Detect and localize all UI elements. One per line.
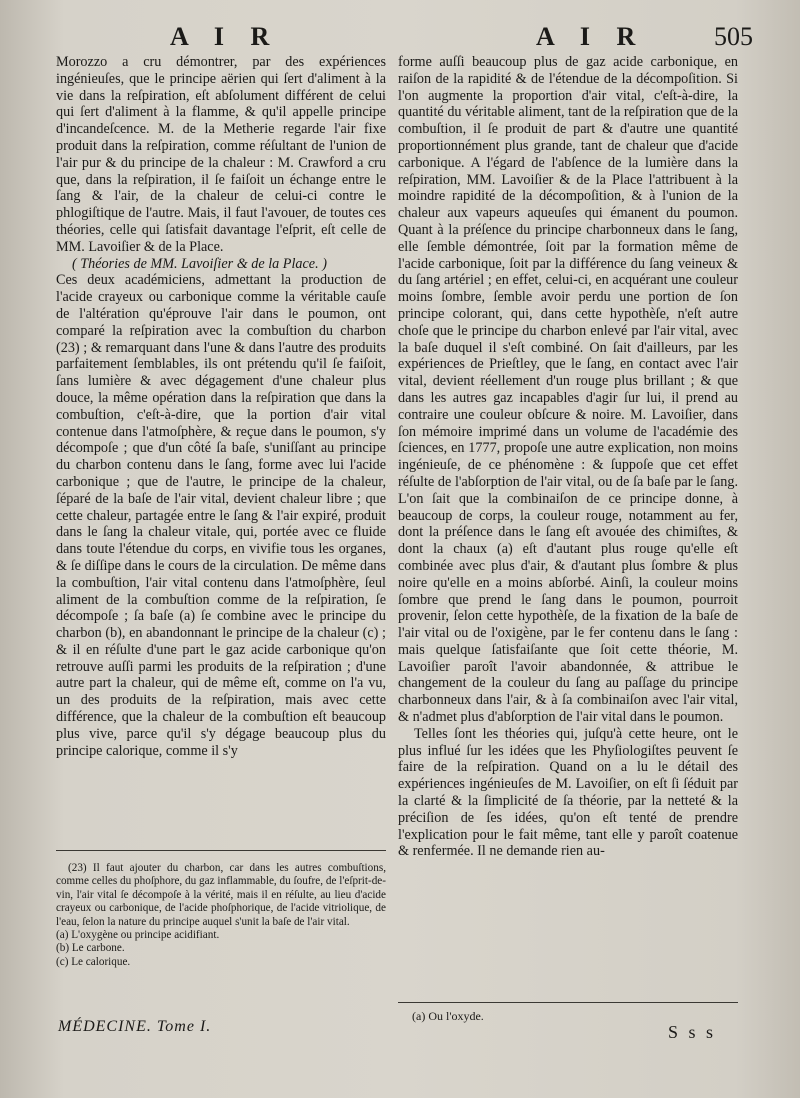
footnote-23: (23) Il faut ajouter du charbon, car dans les autres combuſtions, comme celles du phoſphore, du gaz inflammable, du ſoufre, de l'eſprit-de-vin, l'air vital ſe décompoſe à la vérité, mais il en réſulte, au lieu d'acide crayeux ou carbonique, de l'acide phoſphorique, de l'acide vitriolique, de l'eau, ſelon la nature du principe auquel s'unit la baſe de l'air vital. <box>56 862 386 928</box>
right-footnote: (a) Ou l'oxyde. <box>412 1009 484 1023</box>
running-head-right: A I R <box>536 22 646 51</box>
footnote-c: (c) Le calorique. <box>56 955 131 968</box>
right-paragraph-1: forme auſſi beaucoup plus de gaz acide carbonique, en raiſon de la rapidité & de l'étendue de la décompoſition. Si l'on augmente la proportion d'air vital, c'eſt-à-dire, la quantité du véritable aliment, tant de la reſpiration que de la combuſtion, il ſe produit de part & d'autre une quantité proportionnément plus grande, tant de chaleur que d'acide carbonique. A l'égard de l'abſence de la lumière dans la reſpiration, MM. Lavoiſier & de la Place l'attribuent à la moindre rapidité de la décompoſition, & à l'union de la chaleur aux vapeurs aqueuſes qui émanent du poumon. Quant à la préſence du principe charbonneux dans le ſang, elle ſemble démontrée, ſoit par la formation même de l'acide carbonique, ſoit par la différence du ſang veineux & du ſang artériel ; en effet, celui-ci, en acquérant une couleur moins ſombre, ſemble avoir perdu une portion de ſon principe colorant, qui, dans cette hypothèſe, n'eſt autre choſe que le principe du charbon enlevé par l'air vital, avec la baſe duquel il s'eſt combiné. On ſait d'ailleurs, par les expériences de Prieſtley, que le ſang, en contact avec l'air vital, devient réellement d'un rouge plus brillant ; & que dans les autres gaz incapables d'agir ſur lui, il prend au contraire une couleur obſcure & noire. M. Lavoiſier, dans ſon mémoire imprimé dans un volume de l'académie des ſciences, en 1777, propoſe une autre explication, non moins ingénieuſe, de ce phénomène : & ſuppoſe que cet effet réſulte de l'abſorption de l'air vital, ou de ſa baſe par le ſang. L'on ſait que la combinaiſon de ce principe donne, à beaucoup de corps, la couleur rouge, notamment au fer, dont la préſence dans le ſang eſt avouée des chimiſtes, & dont la chaux (a) eſt d'autant plus rouge qu'elle eſt combinée avec plus d'air, & d'autant plus ſombre & plus noire qu'elle en a moins abſorbé. Ainſi, la couleur moins ſombre que prend le ſang dans le poumon, pourroit provenir, ſelon cette hypothèſe, de la fixation de la baſe de l'air vital ou de l'oxigène, par le fer contenu dans le ſang : mais quelque ſatisfaiſante que ſoit cette théorie, M. Lavoiſier paroît l'avoir abandonnée, & attribue le changement de la couleur du ſang au paſſage du principe charbonneux dans l'air, & à ſa combinaiſon avec l'air vital, & n'admet plus d'abſorption de l'air vital dans le poumon. <box>398 54 738 726</box>
footnote-rule-left <box>56 850 386 851</box>
footnote-b: (b) Le carbone. <box>56 942 125 955</box>
footnote-a: (a) L'oxygène ou principe acidifiant. <box>56 929 220 942</box>
running-head-left: A I R <box>170 22 280 51</box>
left-paragraph-1: Morozzo a cru démontrer, par des expériences ingénieuſes, que le principe aërien qui ſert d'aliment à la vie dans la reſpiration, eſt abſolument différent de celui qui ſert d'aliment à la flamme, & qu'il appelle principe d'incandeſcence. M. de la Metherie regarde l'air fixe produit dans la reſpiration, comme réſultant de l'union de l'air pur & du principe de la chaleur : M. Crawford a cru que, dans la reſpiration, il ſe faiſoit un échange entre le ſang & l'air, de la chaleur de celui-ci contre le phlogiſtique de l'autre. Mais, il faut l'avouer, de toutes ces théories, celle qui ſatisfait davantage l'eſprit, eſt celle de MM. Lavoiſier & de la Place. <box>56 54 386 255</box>
signature-mark: S s s <box>668 1022 717 1042</box>
page-number: 505 <box>714 22 753 51</box>
left-footnotes <box>56 862 386 969</box>
right-column <box>398 54 738 860</box>
footnote-rule-right <box>398 1002 738 1003</box>
volume-footer: MÉDECINE. Tome I. <box>58 1018 212 1035</box>
left-paragraph-2: Ces deux académiciens, admettant la production de l'acide crayeux ou carbonique comme la véritable cauſe de l'altération qu'éprouve l'air dans le poumon, ont comparé la reſpiration avec la combuſtion du charbon (23) ; & remarquant dans l'une & dans l'autre des produits parfaitement ſemblables, ils ont prétendu qu'il ſe faiſoit, ſans lumière & avec dégagement d'une chaleur plus douce, la même opération dans la reſpiration que dans la combuſtion, c'eſt-à-dire, que la portion d'air vital contenue dans l'atmoſphère, & reçue dans le poumon, s'y décompoſe ; que d'un côté ſa baſe, s'uniſſant au principe du charbon contenu dans le ſang, forme avec lui l'acide carbonique ; que de l'autre, le principe de la chaleur, ſéparé de la baſe de l'air vital, devient chaleur libre ; que cette chaleur, partagée entre le ſang & l'air expiré, produit dans le ſang la chaleur vitale, qui, portée avec ce fluide dans toute l'étendue du corps, en vivifie tous les organes, & ſe diſſipe dans le cours de la circulation. De même dans la combuſtion, l'air vital contenu dans l'atmoſphère, ſeul aliment de la combuſtion comme de la reſpiration, ſe décompoſe ; ſa baſe (a) ſe combine avec le principe du charbon (b), en abandonnant le principe de la chaleur (c) ; & il en réſulte d'une part le gaz acide carbonique qu'on retrouve auſſi parmi les produits de la reſpiration ; d'une autre part la chaleur, qui de même eſt, comme on l'a vu, un des produits de la reſpiration, mais avec cette différence, que la chaleur de la combuſtion eſt beaucoup plus vive, parce qu'il s'y dégage beaucoup plus du principe calorique, comme il s'y <box>56 272 386 759</box>
left-column <box>56 54 386 759</box>
right-paragraph-2: Telles ſont les théories qui, juſqu'à cette heure, ont le plus influé ſur les idées que les Phyſiologiſtes peuvent ſe faire de la reſpiration. Quand on a lu le détail des expériences ingénieuſes de M. Lavoiſier, on eſt ſi ſéduit par la clarté & la ſimplicité de ſa théorie, par la netteté & la préciſion de ſes idées, qu'on eſt tenté de prendre l'explication pour le fait même, tant elle y paroît coatenue & renfermée. Il ne demande rien au- <box>398 725 738 860</box>
section-heading: ( Théories de MM. Lavoiſier & de la Place. ) <box>72 255 327 272</box>
